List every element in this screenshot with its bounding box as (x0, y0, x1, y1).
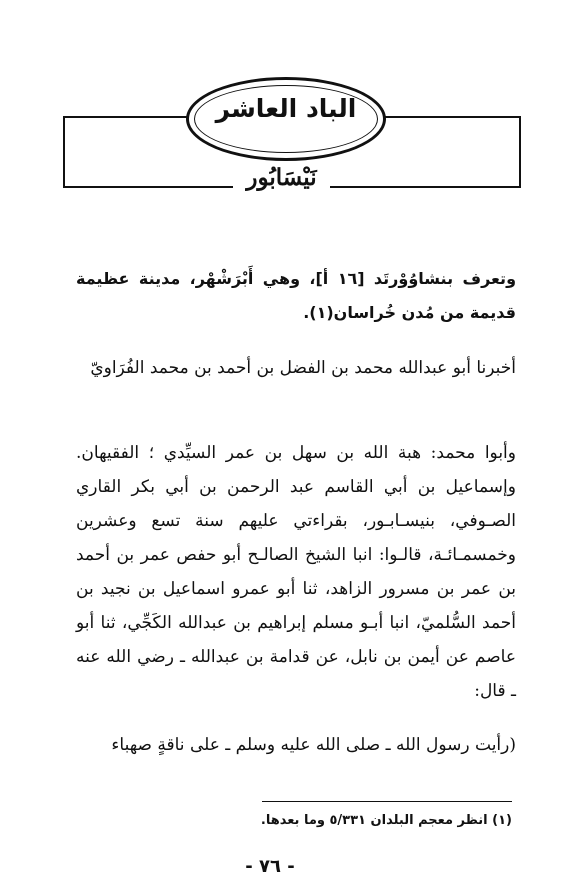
intro-paragraph: وتعرف بنشاوُوْرتَد [١٦ أ]، وهي أَبْرَشْهْر، مدينة عظيمة قديمة من مُدن خُراسان(١). (76, 269, 517, 322)
frame-line-left (63, 186, 233, 188)
page-number: - ٧٦ - (245, 856, 295, 877)
isnad-paragraph-2: وأبوا محمد: هبة الله بن سهل بن عمر السيِّدي ؛ الفقيهان. وإسماعيل بن أبي القاسم عبد الرحمن بن أبي بكر القاري الصـوفي، بنيسـابـور، بقراءتي عليهم سنة تسع وعشرين وخمسمـائـة، قالـوا: انبا الشيخ الصالـح أبو حفص عمر بن أحمد بن عمر بن مسرور الزاهد، ثنا أبو عمرو اسماعيل بن نجيد بن أحمد السُّلميّ، انبا أبـو مسلم إبراهيم بن عبدالله الكَجِّي، ثنا أبو عاصم عن أيمن بن نابل، عن قدامة بن عبدالله ـ رضي الله عنه ـ قال: (76, 443, 516, 701)
hadith-paragraph: (رأيت رسول الله ـ صلى الله عليه وسلم ـ على ناقةٍ صهباء (111, 735, 516, 755)
frame-line-right (330, 186, 521, 188)
footnote: (١) انظر معجم البلدان ٥/٣٣١ وما بعدها. (260, 813, 512, 828)
city-title: نَيْسَابُور (246, 164, 317, 191)
chapter-title: الباد العاشر (215, 94, 357, 123)
footnote-separator (262, 801, 512, 802)
isnad-paragraph-1: أخبرنا أبو عبدالله محمد بن الفضل بن أحمد بن محمد الفُرَاويّ (90, 358, 516, 378)
